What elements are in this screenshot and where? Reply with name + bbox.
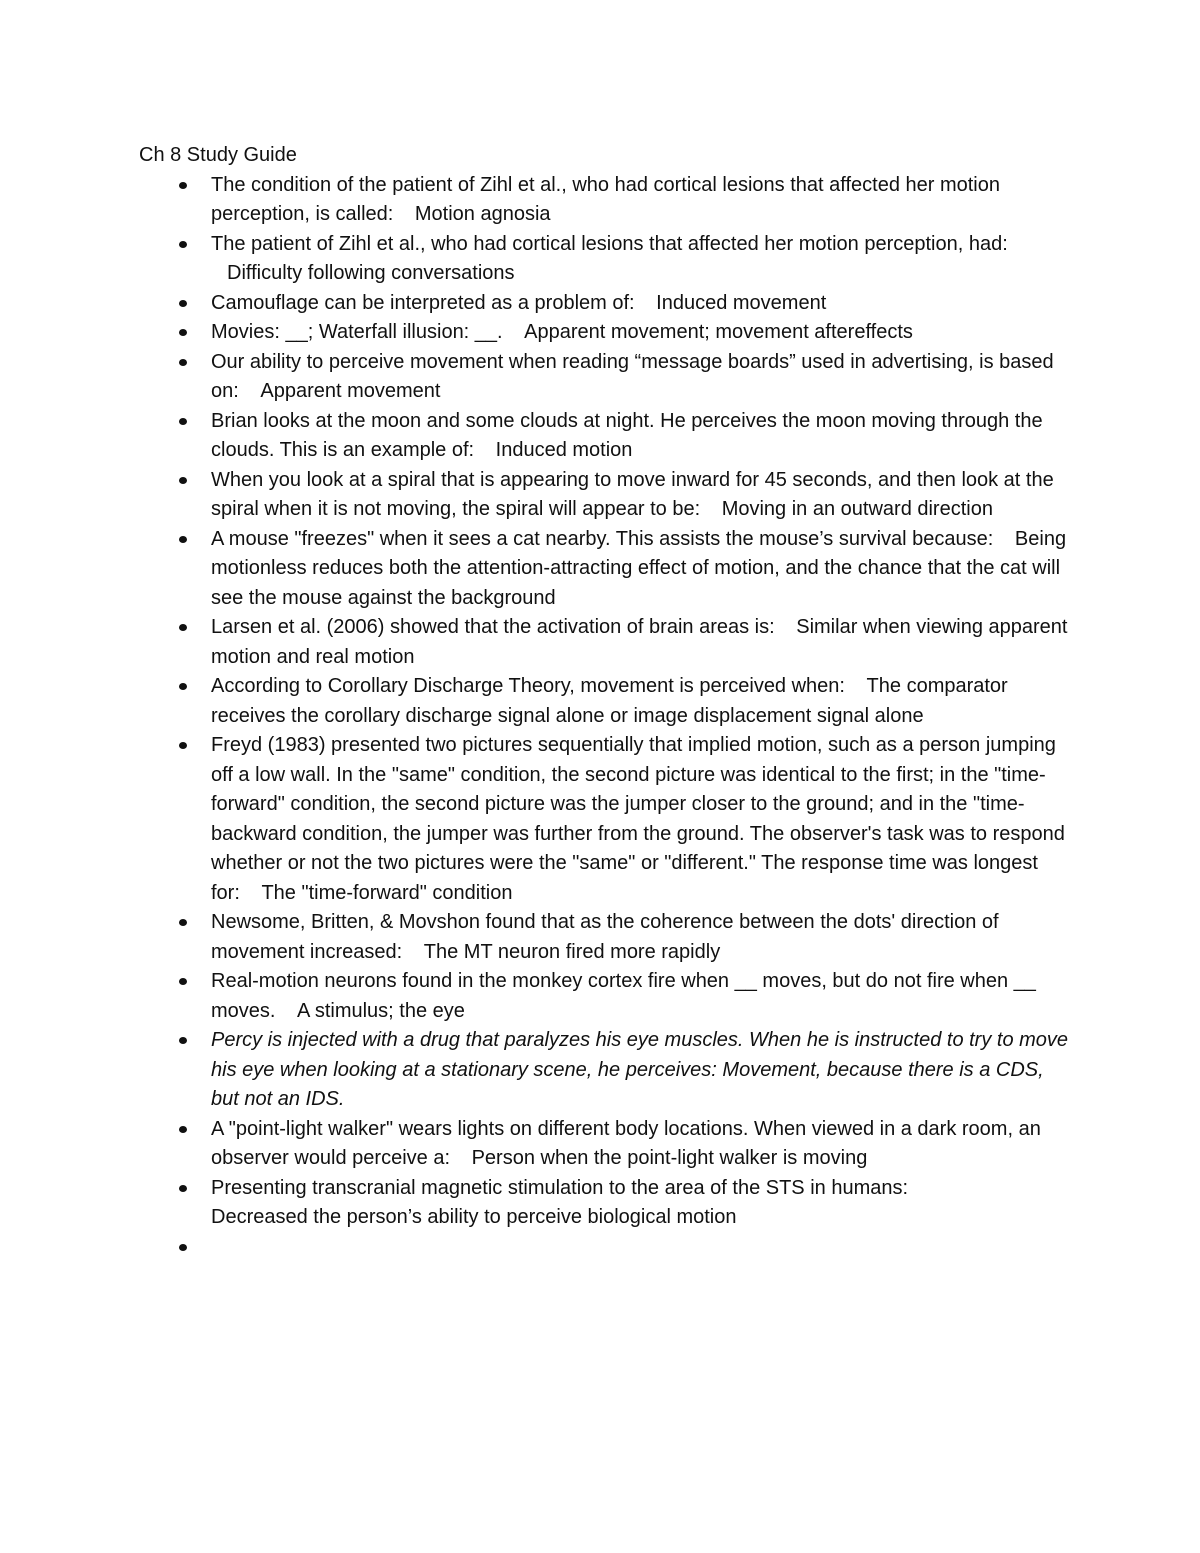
list-item (139, 466, 1069, 525)
bullet-dot-icon (179, 1185, 187, 1192)
question-text: Newsome, Britten, & Movshon found that as the coherence between the dots' direction of movement increased: (211, 911, 999, 963)
answer-text: A stimulus; the eye (297, 999, 465, 1022)
answer-text: Difficulty following conversations (227, 262, 515, 284)
question-text: Percy is injected with a drug that paralyzes his eye muscles. When he is instructed to try to move his eye when looking at a stationary scene, he perceives: (211, 1029, 1069, 1081)
list-item (139, 908, 1069, 967)
question-text: The patient of Zihl et al., who had cortical lesions that affected her motion perception, had: (211, 232, 1008, 255)
bullet-dot-icon (179, 978, 187, 985)
list-item (139, 525, 1069, 614)
question-text: When you look at a spiral that is appearing to move inward for 45 seconds, and then look at the spiral when it is not moving, the spiral will appear to be: (211, 468, 1054, 520)
bullet-dot-icon (179, 359, 187, 366)
list-item (139, 230, 1069, 289)
answer-text: The comparator receives the corollary discharge signal alone or image displacement signal alone (211, 675, 1008, 727)
bullet-dot-icon (179, 329, 187, 336)
bullet-dot-icon (179, 477, 187, 484)
answer-text: Motion agnosia (414, 203, 551, 225)
answer-text: The MT neuron fired more rapidly (423, 940, 721, 963)
question-list (139, 171, 1069, 1272)
list-item (139, 1026, 1069, 1115)
list-item (139, 967, 1069, 1026)
list-item (139, 1174, 1069, 1233)
question-text: Our ability to perceive movement when reading “message boards” used in advertising, is based on: (211, 350, 1054, 402)
list-item (139, 672, 1069, 731)
question-text: A mouse "freezes" when it sees a cat nearby. This assists the mouse’s survival because: (211, 527, 994, 550)
bullet-dot-icon (179, 300, 187, 307)
question-text: The condition of the patient of Zihl et al., who had cortical lesions that affected her motion perception, is called: (211, 173, 1000, 225)
answer-text: Moving in an outward direction (721, 498, 993, 520)
answer-text: Being motionless reduces both the attention-attracting effect of motion, and the chance that the cat will see the mouse against the background (211, 527, 1067, 609)
answer-text: Induced motion (495, 439, 633, 461)
bullet-dot-icon (179, 683, 187, 690)
question-text: Presenting transcranial magnetic stimulation to the area of the STS in humans: (211, 1176, 909, 1199)
list-item (139, 407, 1069, 466)
answer-text: The "time-forward" condition (261, 881, 513, 904)
question-text: Freyd (1983) presented two pictures sequentially that implied motion, such as a person jumping off a low wall. In the "same" condition, the second picture was identical to the first; in the "time-forward" condition, the second picture was the jumper closer to the ground; and in the "time-backward condition, the jumper was further from the ground. The observer's task was to respond whether or not the two pictures were the "same" or "different." The response time was longest for: (211, 734, 1065, 904)
answer-text: Apparent movement (260, 380, 441, 402)
bullet-dot-icon (179, 536, 187, 543)
question-text: A "point-light walker" wears lights on different body locations. When viewed in a dark room, an observer would perceive a: (211, 1117, 1041, 1169)
question-text: Movies: __; Waterfall illusion: __. (211, 321, 503, 343)
list-item (139, 613, 1069, 672)
bullet-dot-icon (179, 1126, 187, 1133)
bullet-dot-icon (179, 1244, 187, 1251)
bullet-dot-icon (179, 1037, 187, 1044)
question-text: Camouflage can be interpreted as a problem of: (211, 291, 635, 314)
bullet-dot-icon (179, 919, 187, 926)
list-item (139, 289, 1069, 319)
answer-text: Decreased the person’s ability to perceive biological motion (211, 1206, 737, 1228)
answer-text: Person when the point-light walker is moving (471, 1147, 868, 1169)
bullet-dot-icon (179, 182, 187, 189)
answer-text: Apparent movement; movement aftereffects (524, 321, 913, 343)
list-item (139, 318, 1069, 348)
study-guide (139, 141, 1069, 1272)
bullet-dot-icon (179, 418, 187, 425)
answer-text: Similar when viewing apparent motion and real motion (211, 616, 1068, 668)
list-item (139, 348, 1069, 407)
list-item (139, 731, 1069, 908)
document-title: Ch 8 Study Guide (139, 144, 297, 166)
answer-text: Movement, because there is a CDS, but not an IDS. (211, 1058, 1044, 1110)
bullet-dot-icon (179, 241, 187, 248)
bullet-dot-icon (179, 742, 187, 749)
list-item (139, 1233, 1069, 1272)
question-text: Larsen et al. (2006) showed that the activation of brain areas is: (211, 616, 775, 638)
question-text: According to Corollary Discharge Theory, movement is perceived when: (211, 675, 845, 697)
question-text: Real-motion neurons found in the monkey cortex fire when __ moves, but do not fire when __ moves. (211, 970, 1036, 1022)
answer-text: Induced movement (656, 291, 827, 314)
bullet-dot-icon (179, 624, 187, 631)
question-text: Brian looks at the moon and some clouds at night. He perceives the moon moving through the clouds. This is an example of: (211, 409, 1043, 461)
list-item (139, 1115, 1069, 1174)
list-item (139, 171, 1069, 230)
